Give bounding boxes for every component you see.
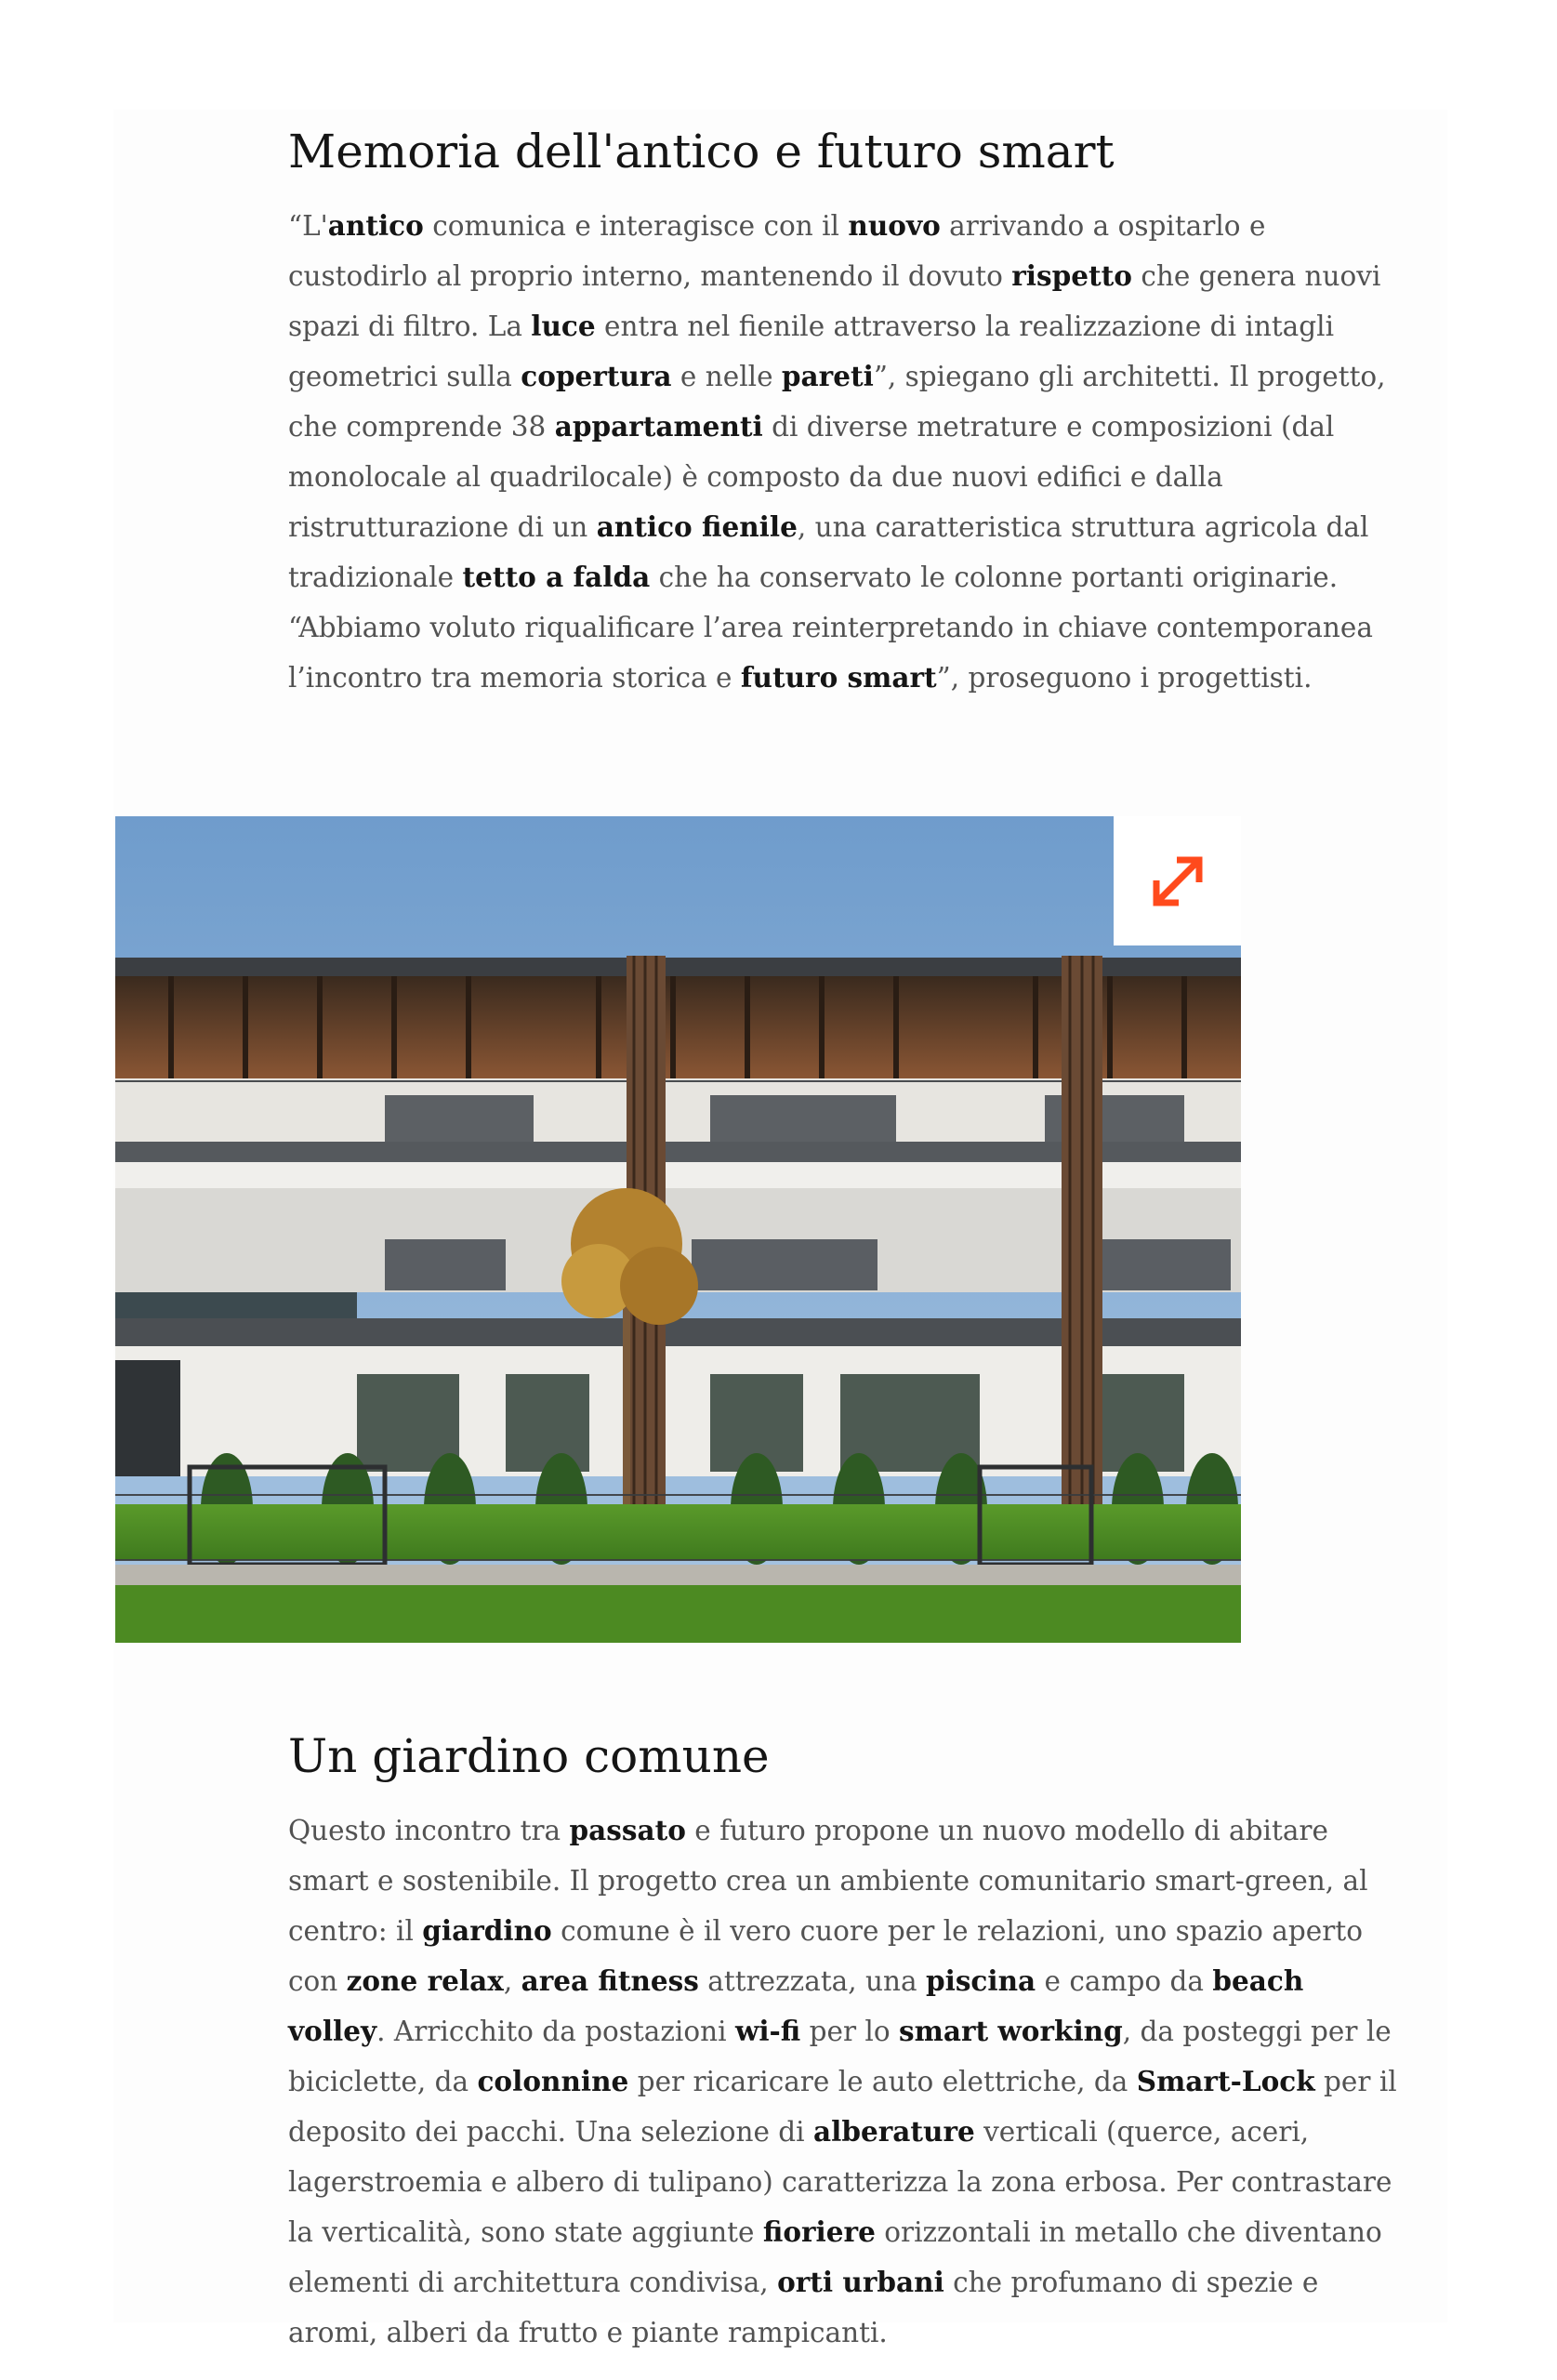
body-text: e futuro propone un nuovo modello di abitare smart e sostenibile. Il progetto crea un ambiente comunitario smart-green, al centro: il xyxy=(288,1815,1368,1947)
emphasis-text: alberature xyxy=(813,2115,975,2148)
body-text: entra nel fienile attraverso la realizzazione di intagli geometrici sulla xyxy=(288,311,1335,392)
emphasis-text: antico fienile xyxy=(596,510,798,543)
body-text: per lo xyxy=(800,2016,900,2047)
emphasis-text: appartamenti xyxy=(554,410,763,443)
body-text: verticali (querce, aceri, lagerstroemia e albero di tulipano) caratterizza la zona erbosa. Per contrastare la verticalità, sono state aggiunte xyxy=(288,2116,1392,2248)
section-paragraph xyxy=(288,1805,1404,2358)
body-text: , xyxy=(503,1965,521,1997)
emphasis-text: area fitness xyxy=(521,1964,699,1997)
body-text: orizzontali in metallo che diventano elementi di architettura condivisa, xyxy=(288,2216,1382,2298)
body-text: ”, proseguono i progettisti. xyxy=(936,662,1313,694)
emphasis-text: piscina xyxy=(925,1964,1036,1997)
body-text: “L' xyxy=(288,210,328,242)
emphasis-text: Smart-Lock xyxy=(1136,2065,1315,2097)
emphasis-text: rispetto xyxy=(1011,259,1132,292)
section-paragraph xyxy=(288,201,1404,703)
body-text: ”, spiegano gli architetti. Il progetto, che comprende 38 xyxy=(288,361,1386,443)
body-text: , una caratteristica struttura agricola dal tradizionale xyxy=(288,511,1369,593)
building-illustration xyxy=(115,816,1241,1643)
section-giardino xyxy=(288,1726,1404,2358)
body-text: comune è il vero cuore per le relazioni, uno spazio aperto con xyxy=(288,1915,1363,1997)
section-heading: Un giardino comune xyxy=(288,1729,770,1783)
section-memoria xyxy=(288,121,1404,703)
expand-button[interactable] xyxy=(1114,816,1241,945)
body-text: che profumano di spezie e aromi, alberi da frutto e piante rampicanti. xyxy=(288,2267,1319,2348)
emphasis-text: smart working xyxy=(899,2015,1123,2047)
emphasis-text: tetto a falda xyxy=(462,561,651,593)
body-text: per ricaricare le auto elettriche, da xyxy=(628,2066,1137,2097)
emphasis-text: nuovo xyxy=(848,209,941,242)
body-text: . Arricchito da postazioni xyxy=(376,2016,735,2047)
body-text: comunica e interagisce con il xyxy=(423,210,849,242)
emphasis-text: antico xyxy=(327,209,424,242)
emphasis-text: luce xyxy=(531,310,596,342)
body-text: , da posteggi per le biciclette, da xyxy=(288,2016,1392,2097)
body-text: Questo incontro tra xyxy=(288,1815,570,1846)
emphasis-text: colonnine xyxy=(477,2065,629,2097)
body-text: che ha conservato le colonne portanti originarie. “Abbiamo voluto riqualificare l’area reinterpretando in chiave contemporanea l’incontro tra memoria storica e xyxy=(288,562,1373,694)
expand-arrows-icon xyxy=(1145,849,1210,914)
emphasis-text: orti urbani xyxy=(777,2266,944,2298)
emphasis-text: beach volley xyxy=(288,1964,1304,2047)
body-text: arrivando a ospitarlo e custodirlo al proprio interno, mantenendo il dovuto xyxy=(288,210,1266,292)
emphasis-text: pareti xyxy=(781,360,874,392)
emphasis-text: fioriere xyxy=(762,2215,876,2248)
emphasis-text: zone relax xyxy=(346,1964,504,1997)
emphasis-text: copertura xyxy=(521,360,672,392)
building-photo[interactable] xyxy=(115,816,1241,1643)
emphasis-text: giardino xyxy=(422,1914,552,1947)
emphasis-text: wi-fi xyxy=(734,2015,801,2047)
body-text: attrezzata, una xyxy=(698,1965,926,1997)
body-text: e campo da xyxy=(1036,1965,1213,1997)
body-text: per il deposito dei pacchi. Una selezione di xyxy=(288,2066,1397,2148)
emphasis-text: passato xyxy=(569,1814,686,1846)
section-heading: Memoria dell'antico e futuro smart xyxy=(288,125,1115,178)
emphasis-text: futuro smart xyxy=(740,661,937,694)
body-text: di diverse metrature e composizioni (dal monolocale al quadrilocale) è composto da due nuovi edifici e dalla ristrutturazione di un xyxy=(288,411,1335,543)
body-text: e nelle xyxy=(671,361,782,392)
body-text: che genera nuovi spazi di filtro. La xyxy=(288,260,1381,342)
